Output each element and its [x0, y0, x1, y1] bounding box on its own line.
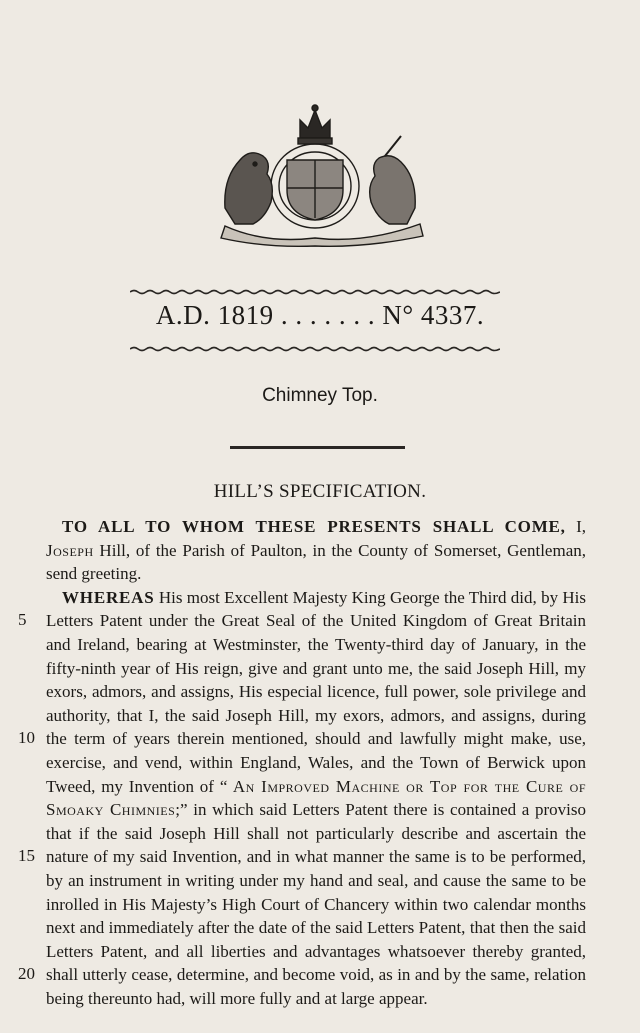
whereas-paragraph: WHEREAS His most Excellent Majesty King George the Third did, by His Letters Patent under the Great Seal of the United Kingdom of Great Britain and Ireland, bearing at Westminster, the Twenty-third day of January, in the fifty-ninth year of His reign, give and grant unto me, the said Joseph Hill, my exors, admors, and assigns, His especial licence, full power, sole privilege and authority, that I, the said Joseph Hill, my exors, admors, and assigns, during the term of years therein mentioned, should and lawfully might make, use, exercise, and vend, within England, Wales, and the Town of Berwick upon Tweed, my Invention of “ An Improved Machine or Top for the Cure of Smoaky Chimnies;” in which said Letters Patent there is contained a proviso that if the said Joseph Hill shall not particularly describe and ascertain the nature of my said Invention, and in what manner the same is to be performed, by an instrument in writing under my hand and seal, and cause the same to be inrolled in His Majesty’s High Court of Chancery within two calendar months next and immediately after the date of the said Letters Patent, that then the said Letters Patent, and all liberties and advantages whatsoever thereby granted, shall utterly cease, determine, and become void, as in and by the same, relation being thereunto had, will more fully and at large appear. — [46, 587, 586, 1008]
patent-subject: Chimney Top. — [262, 385, 378, 406]
opening-paragraph: TO ALL TO WHOM THESE PRESENTS SHALL COME, I, Joseph Hill, of the Parish of Paulton, in the County of Somerset, Gentleman, send greeting. — [46, 517, 586, 584]
royal-coat-of-arms-icon — [205, 98, 435, 248]
line-number: 5 — [18, 610, 27, 629]
patent-leader-dots: . . . . . . . — [280, 300, 376, 330]
top-decorative-rule — [130, 289, 500, 295]
patent-year: A.D. 1819 — [155, 300, 274, 330]
patent-heading — [0, 300, 640, 331]
invention-title: An Improved Machine or Top for the Cure of Smoaky Chimnies — [46, 776, 586, 820]
specification-body — [46, 515, 586, 1010]
line-number: 20 — [18, 964, 35, 983]
specification-title: HILL’S SPECIFICATION. — [213, 481, 427, 502]
section-divider — [230, 446, 405, 449]
line-number: 15 — [18, 846, 35, 865]
line-number: 10 — [18, 728, 35, 747]
bottom-decorative-rule — [130, 346, 500, 352]
patent-number: N° 4337. — [382, 300, 485, 330]
